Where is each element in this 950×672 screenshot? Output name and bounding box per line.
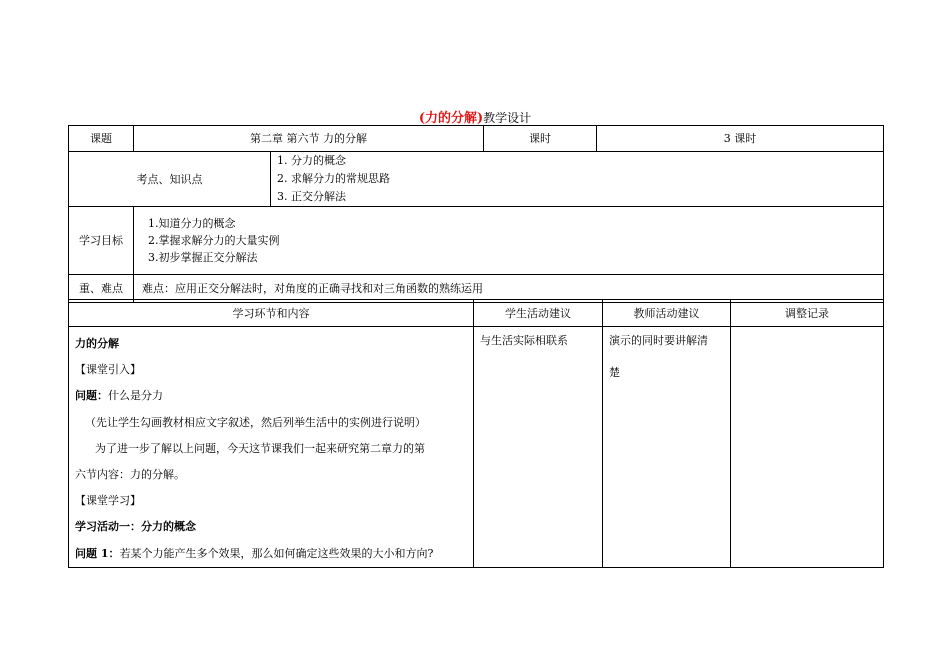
difficulty-label: 重、难点 [69,275,134,303]
title-suffix: 教学设计 [483,111,532,125]
knowledge-item: 2. 求解分力的常规思路 [277,172,390,185]
topic-value: 第二章 第六节 力的分解 [134,126,484,152]
title-highlight: (力的分解) [418,111,484,126]
intro-label: 【课堂引入】 [75,363,141,377]
question1-label: 问题 1： [75,546,120,560]
teacher-cell [603,327,731,568]
column-header-notes: 调整记录 [731,300,884,327]
question1-line [75,541,467,567]
topic-row [69,126,884,152]
paragraph-line-1: 为了进一步了解以上问题，今天这节课我们一起来研究第二章力的第 [95,441,425,455]
student-cell [474,327,603,568]
teacher-note-line: 楚 [609,366,620,379]
document-title [0,107,950,126]
question1-text: 若某个力能产生多个效果，那么如何确定这些效果的大小和方向? [119,546,434,560]
column-header-row [69,300,884,327]
lesson-info-table [68,125,884,303]
lesson-plan-table [68,299,884,568]
hint-text: （先让学生勾画教材相应文字叙述，然后列举生活中的实例进行说明） [85,415,426,429]
hours-value: 3 课时 [597,126,884,152]
goals-row [69,207,884,275]
knowledge-row [69,152,884,207]
column-header-content: 学习环节和内容 [69,300,474,327]
hours-label: 课时 [484,126,597,152]
knowledge-list [271,152,884,207]
content-cell [69,327,474,568]
goal-item: 3.初步掌握正交分解法 [148,251,258,264]
difficulty-text: 难点：应用正交分解法时，对角度的正确寻找和对三角函数的熟练运用 [134,275,884,303]
paragraph-line-2: 六节内容：力的分解。 [75,468,185,482]
student-note: 与生活实际相联系 [480,334,568,347]
question-text: 什么是分力 [108,389,163,403]
knowledge-item: 1. 分力的概念 [277,154,346,167]
activity-heading: 学习活动一：分力的概念 [75,520,196,534]
teacher-note-line: 演示的同时要讲解清 [609,334,708,347]
knowledge-label: 考点、知识点 [69,152,271,207]
column-header-student: 学生活动建议 [474,300,603,327]
content-row [69,327,884,568]
topic-label: 课题 [69,126,134,152]
goal-item: 2.掌握求解分力的大量实例 [148,234,280,247]
study-label: 【课堂学习】 [75,494,141,508]
goals-label: 学习目标 [69,207,134,275]
question-label: 问题： [75,389,108,403]
goal-item: 1.知道分力的概念 [148,217,236,230]
knowledge-item: 3. 正交分解法 [277,190,346,203]
column-header-teacher: 教师活动建议 [603,300,731,327]
content-heading: 力的分解 [75,337,119,350]
goals-list [134,207,884,275]
question-line [75,383,467,409]
notes-cell [731,327,884,568]
